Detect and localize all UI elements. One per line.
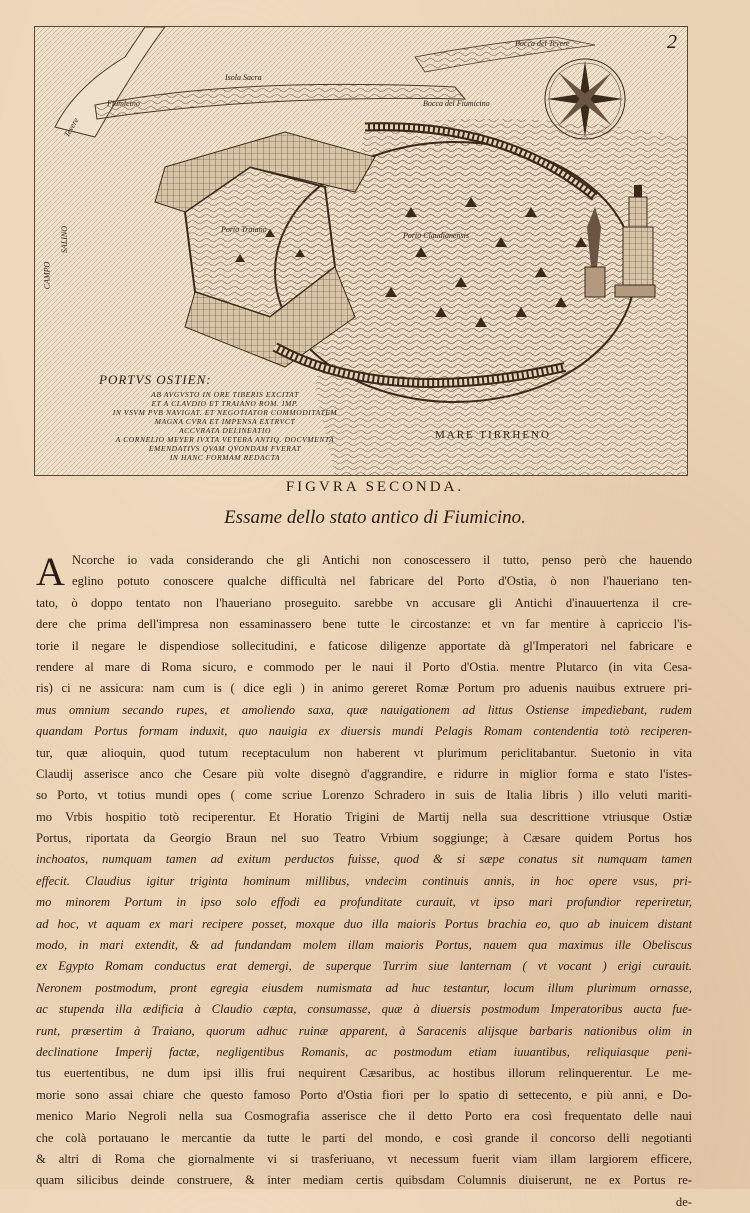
text-line: rendere al mare di Roma sicuro, e commodo per le naui il Porto d'Ostia. mentre Plutarco (in vita Cesa- — [36, 659, 692, 674]
text-line: so Porto, vt totius mundi opes ( come scriue Lorenzo Schradero in suis de Italia libris ) illo veluti mariti- — [36, 788, 692, 803]
drop-cap: A — [36, 549, 65, 594]
text-line: che colà portauano le mercantie da tutte le parti del mondo, e così grande il concorso delli negotianti — [36, 1130, 692, 1145]
cartouche-title: PORTVS OSTIEN: — [99, 372, 212, 387]
text-line: morie sono assai chiare che questo famoso Porto d'Ostia fiori per lo spatio di settecento, e più anni, e Do- — [36, 1087, 692, 1102]
label-tevere: Tevere — [62, 116, 81, 139]
text-line: effecit. Claudius igitur triginta hominum millibus, vndecim continuis annis, in hoc opere vsus, pri- — [36, 873, 692, 888]
cartouche-line: IN VSVM PVB NAVIGAT. ET NEGOTIATOR COMMODITATEM — [112, 408, 338, 417]
text-line: quam silicibus deinde construere, & inter mediam certis quibsdam Columnis diuiserunt, ne ex Portus re- — [36, 1173, 692, 1188]
label-salino: SALINO — [60, 225, 70, 254]
section-heading: Essame dello stato antico di Fiumicino. — [224, 507, 526, 528]
label-mare-tirreno: MARE TIRRHENO — [435, 429, 551, 441]
text-line: Claudij asserisce anco che Cesare più volte disegnò d'aggrandire, e ridurre in miglior forma e stato l'istes- — [36, 766, 692, 781]
cartouche-line: MAGNA CVRA ET IMPENSA EXTRVCT — [154, 417, 296, 426]
text-line: declinatione Imperij factæ, negligentibus Romanis, ac postmodum etiam iuuantibus, reliquiasque peni- — [36, 1044, 692, 1059]
text-line: ex Egypto Romam conductus erat demergi, de superque Turrim siue lanternam ( vt vocant ) erigi curauit. — [36, 959, 692, 974]
text-line: quandam Portus formam induxit, quo nauigia ex diuersis mundi Pelagis Romam contendentia totò reciperen- — [36, 724, 692, 739]
text-line: dere che prima dell'impresa non essaminassero bene tutte le circostanze: et vn far mentire à capriccio l'is- — [36, 617, 692, 632]
cartouche-line: A CORNELIO MEYER IVXTA VETERA ANTIQ. DOCVMENTA — [115, 435, 335, 444]
engraved-map-plate — [34, 26, 688, 476]
cartouche-line: ET A CLAVDIO ET TRAIANO ROM. IMP. — [151, 399, 299, 408]
text-line: ris) ci ne assicura: nam cum is ( dice egli ) in animo gereret Romæ Portum pro aduenis nauibus extruere pri- — [36, 681, 692, 696]
text-line: ad hoc, vt aquam ex mari recipere posset, moxque duo illa maioris Portus brachia eo, quo ab inuicem distant — [36, 916, 692, 931]
text-line: tur, quæ alioquin, quod tutum receptaculum non haberent vt plurimum periclitabantur. Suetonio in vita — [36, 745, 692, 760]
text-line: Ncorche io vada considerando che gli Antichi non conoscessero il tutto, penso però che hauendo — [72, 553, 692, 567]
text-line: & altri di Roma che giornalmente vi si trasferiuano, vt necessum fuerit viam illam largiorem efficere, — [36, 1151, 692, 1166]
cartouche-line: AB AVGVSTO IN ORE TIBERIS EXCITAT — [151, 390, 299, 399]
text-line: tus euertentibus, ne dum ipsi illis frui nequirent Cæsaribus, ac hostibus illorum relinquerentur. Le me- — [36, 1066, 692, 1081]
text-line: Portus, riportata da Georgio Braun nel suo Teatro Vrbium soggiunge; à Cæsare quidem Portus hos — [36, 831, 692, 846]
body-text — [36, 550, 692, 1213]
label-campo: CAMPO — [42, 261, 52, 290]
map-cartouche — [45, 372, 405, 472]
label-bocca-fiumicino: Bocca del Fiumicino — [423, 99, 490, 108]
text-line: mo minorem Portum in ipso solo effodi ea profunditate curauit, vt ipso mari profundior reperiretur, — [36, 895, 692, 910]
plate-number: 2 — [667, 31, 677, 53]
label-porto-claudiano: Porto Claudianensis — [403, 231, 470, 240]
text-line: eglino potuto conoscere qualche difficultà nel fabricare del Porto d'Ostia, ò non l'haueriano ten- — [72, 574, 692, 589]
label-porto-traiano: Porto Traiano — [221, 225, 267, 234]
cartouche-line: IN HANC FORMAM REDACTA — [169, 453, 281, 462]
text-line: torie il negare le dispendiose sollecitudini, e faticose diligenze apportate dà gl'Imperatori nel fabricare e — [36, 638, 692, 653]
text-line: runt, præsertim à Traiano, quorum adhuc ruinæ apparent, à Saracenis alijsque barbaris nationibus olim in — [36, 1023, 692, 1038]
text-line: Neronem postmodum, pront egregia eiusdem numismata ad huc testantur, locum illum plurimum ornasse, — [36, 980, 692, 995]
text-line: ac stupenda illa ædificia à Claudio cæpta, consumasse, quæ à diuersis postmodum Imperatoribus aucta fue- — [36, 1002, 692, 1017]
catchword: de- — [675, 1194, 692, 1209]
figure-caption: FIGVRA SECONDA. — [285, 479, 465, 495]
label-bocca-tevere: Bocca del Tevere — [515, 39, 570, 48]
label-fiumicino: Fiumicino — [107, 99, 140, 108]
cartouche-line: EMENDATIVS QVAM QVONDAM FVERAT — [148, 444, 302, 453]
label-isola-sacra: Isola Sacra — [225, 73, 262, 82]
text-line: menico Mario Negroli nella sua Cosmografia asserisce che il detto Porto era così frequentato delle naui — [36, 1109, 692, 1124]
text-line: mus omnium secando rupes, et amoliendo saxa, quæ nauigationem ad littus Ostiense impediebant, rudem — [36, 702, 692, 717]
cartouche-line: ACCVRATA DELINEATIO — [178, 426, 272, 435]
text-line: mo Vrbis hospitio totò reciperentur. Et Horatio Trigini de Martij nella sua descrittione vtriusque Ostiæ — [36, 809, 692, 824]
text-line: inchoatos, numquam tamen ad exitum perductos fuisse, quod & si sæpe conatus sit numquam tamen — [36, 852, 692, 867]
text-line: modo, in mari extendit, & ad fundandam molem illam maioris Portus, nauem qua maximus ille Obeliscus — [36, 938, 692, 953]
text-line: tato, ò doppo tentato non l'haueriano proseguito. sarebbe vn accusare gli Antichi d'inauuertenza il cre- — [36, 595, 692, 610]
